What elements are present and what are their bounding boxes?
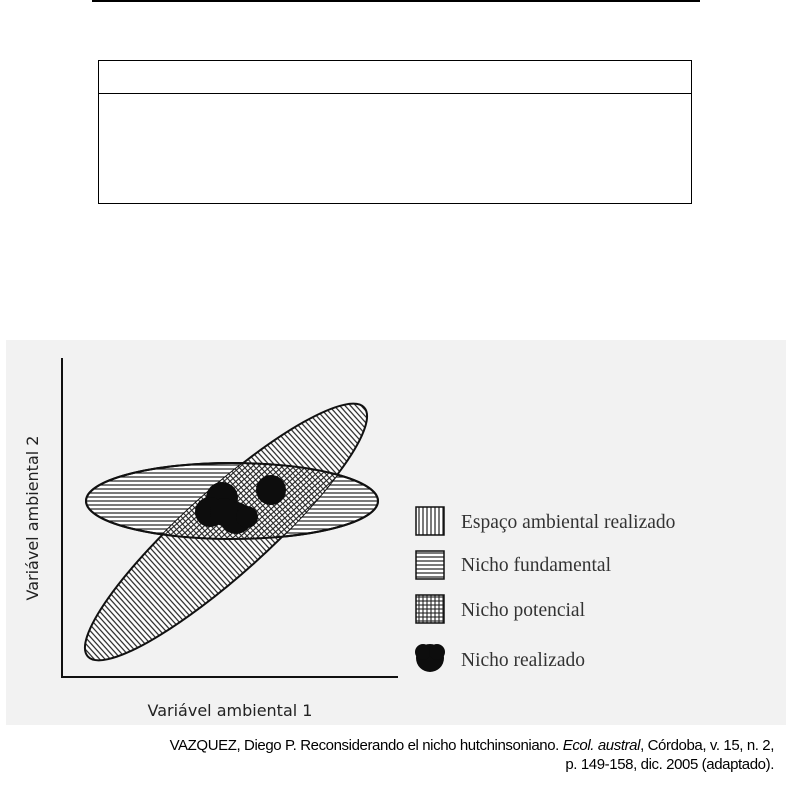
answer-box (98, 60, 692, 204)
y-axis-label: Variável ambiental 2 (23, 435, 42, 601)
legend-swatch-vertical-hatch (416, 507, 444, 535)
legend-label-fundamental-niche: Nicho fundamental (461, 555, 611, 576)
citation-author-title: VAZQUEZ, Diego P. Reconsiderando el nicho hutchinsoniano. (169, 737, 563, 754)
top-rule (92, 0, 700, 2)
legend-label-potential-niche: Nicho potencial (461, 600, 585, 621)
legend-swatch-solid-blob (415, 644, 445, 672)
citation-line-1 (14, 736, 774, 755)
legend-swatch-grid-hatch (416, 595, 444, 623)
citation-line-2: p. 149-158, dic. 2005 (adaptado). (565, 756, 774, 773)
citation-journal: Ecol. austral (562, 737, 641, 754)
citation (14, 736, 774, 774)
answer-box-header-rule (99, 93, 691, 94)
legend (415, 507, 675, 672)
niche-diagram-figure (6, 340, 786, 725)
x-axis-label: Variável ambiental 1 (147, 701, 313, 720)
legend-swatch-horizontal-hatch (416, 551, 444, 579)
citation-volume: , Córdoba, v. 15, n. 2, (640, 737, 774, 754)
legend-label-realized-space: Espaço ambiental realizado (461, 512, 676, 533)
legend-label-realized-niche: Nicho realizado (461, 650, 585, 671)
niche-diagram-svg (6, 340, 786, 725)
